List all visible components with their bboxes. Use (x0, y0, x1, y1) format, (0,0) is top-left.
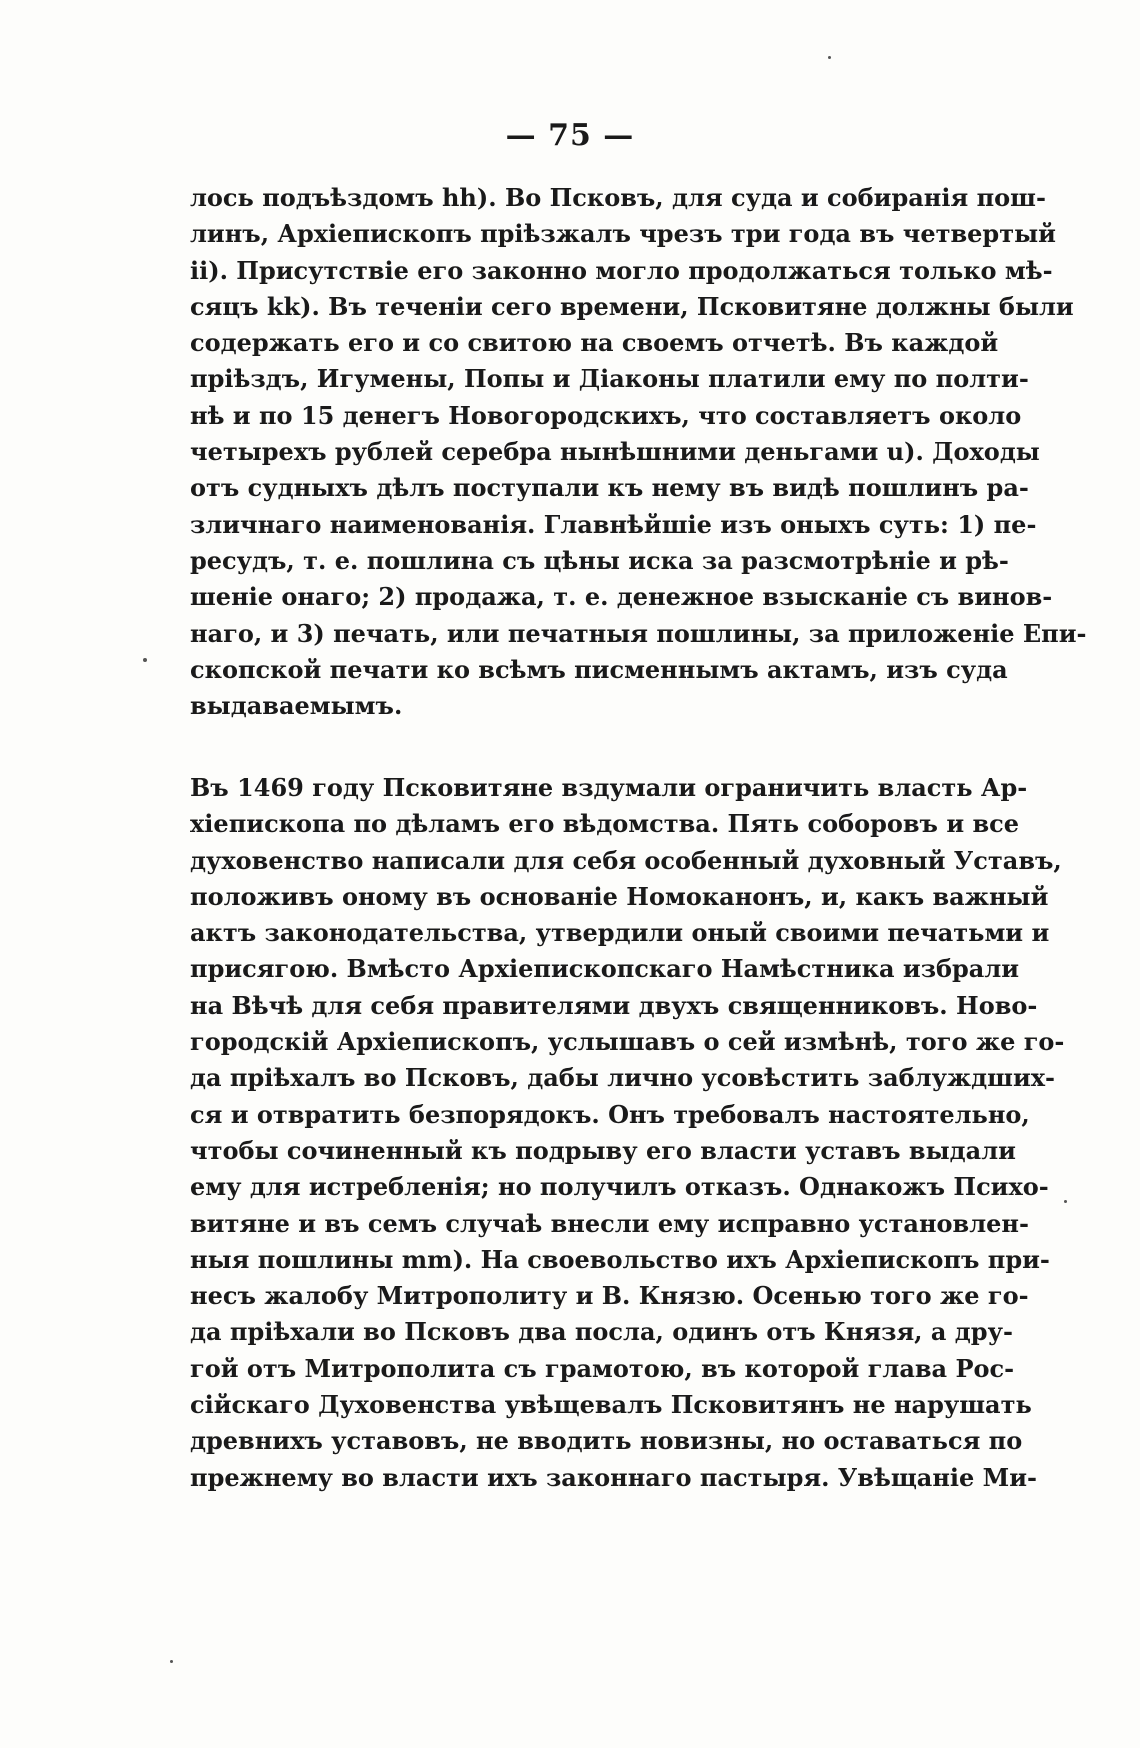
text-line: ныя пошлины mm). На своевольство ихъ Архіепископъ при- (190, 1244, 1050, 1274)
scan-speck (143, 658, 147, 662)
text-line: Въ 1469 году Псковитяне вздумали ограничить власть Ар- (190, 773, 1028, 802)
text-line: ся и отвратить безпорядокъ. Онъ требовалъ настоятельно, (190, 1099, 1030, 1129)
text-line: несъ жалобу Митрополиту и В. Князю. Осенью того же го- (190, 1281, 1029, 1311)
text-line: содержать его и со свитою на своемъ отчетѣ. Въ каждой (190, 328, 999, 358)
text-line: выдаваемымъ. (190, 691, 403, 721)
paragraph-2 (190, 770, 1065, 1496)
text-line: отъ судныхъ дѣлъ поступали къ нему въ видѣ пошлинъ ра- (190, 473, 1029, 503)
text-line: шеніе онаго; 2) продажа, т. е. денежное взысканіе съ винов- (190, 582, 1053, 612)
text-line: да пріѣхалъ во Псковъ, дабы лично усовѣстить заблуждших- (190, 1063, 1056, 1093)
text-line: на Вѣчѣ для себя правителями двухъ священниковъ. Ново- (190, 990, 1038, 1020)
text-line: ресудъ, т. е. пошлина съ цѣны иска за разсмотрѣніе и рѣ- (190, 545, 1009, 575)
scan-speck (170, 1660, 173, 1663)
text-line: витяне и въ семъ случаѣ внесли ему исправно установлен- (190, 1208, 1029, 1238)
text-line: да пріѣхали во Псковъ два посла, одинъ отъ Князя, а дру- (190, 1317, 1013, 1347)
text-line: сійскаго Духовенства увѣщевалъ Псковитянъ не нарушать (190, 1390, 1032, 1420)
text-line: зличнаго наименованія. Главнѣйшіе изъ оныхъ суть: 1) пе- (190, 509, 1037, 539)
text-line: ему для истребленія; но получилъ отказъ. Однакожъ Психо- (190, 1172, 1049, 1202)
text-line: четырехъ рублей серебра нынѣшними деньгами u). Доходы (190, 437, 1040, 467)
scan-speck (1064, 1200, 1067, 1203)
text-line: положивъ оному въ основаніе Номоканонъ, и, какъ важный (190, 881, 1049, 911)
text-line: чтобы сочиненный къ подрыву его власти уставъ выдали (190, 1135, 1016, 1165)
text-line: нѣ и по 15 денегъ Новогородскихъ, что составляетъ около (190, 400, 1022, 430)
text-line: лось подъѣздомъ hh). Во Псковъ, для суда и собиранія пош- (190, 183, 1046, 212)
text-line: линъ, Архіепископъ пріѣзжалъ чрезъ три года въ четвертый (190, 219, 1056, 249)
text-line: сяцъ kk). Въ теченіи сего времени, Псковитяне должны были (190, 291, 1074, 321)
text-line: актъ законодательства, утвердили оный своими печатьми и (190, 918, 1050, 948)
text-line: древнихъ уставовъ, не вводить новизны, но оставаться по (190, 1426, 1023, 1456)
text-line: гой отъ Митрополита съ грамотою, въ которой глава Рос- (190, 1353, 1015, 1383)
text-line: ii). Присутствіе его законно могло продолжаться только мѣ- (190, 255, 1053, 285)
text-line: наго, и 3) печать, или печатныя пошлины, за приложеніе Епи- (190, 618, 1087, 648)
text-line: присягою. Вмѣсто Архіепископскаго Намѣстника избрали (190, 954, 1020, 984)
text-line: духовенство написали для себя особенный духовный Уставъ, (190, 845, 1062, 875)
text-line: городскій Архіепископъ, услышавъ о сей измѣнѣ, того же го- (190, 1027, 1065, 1057)
page-number: — 75 — (505, 118, 635, 153)
text-line: хіепископа по дѣламъ его вѣдомства. Пять соборовъ и все (190, 809, 1020, 839)
scan-speck (828, 56, 831, 59)
paragraph-1 (190, 180, 1087, 724)
text-line: скопской печати ко всѣмъ писменнымъ актамъ, изъ суда (190, 654, 1008, 684)
text-line: пріѣздъ, Игумены, Попы и Діаконы платили ему по полти- (190, 364, 1029, 394)
text-line: прежнему во власти ихъ законнаго пастыря. Увѣщаніе Ми- (190, 1462, 1037, 1492)
